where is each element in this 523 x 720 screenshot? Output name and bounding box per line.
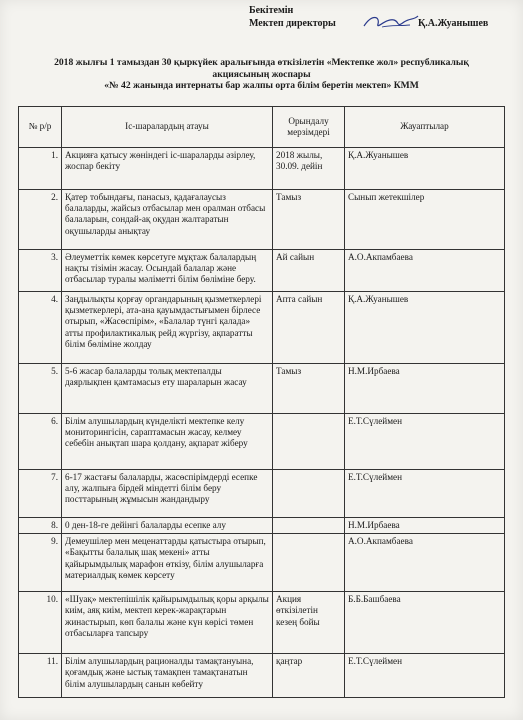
table-row (19, 364, 505, 414)
document-title (20, 57, 503, 92)
row-num: 6. (19, 414, 62, 470)
table-header-row (19, 107, 505, 148)
row-event: 0 ден-18-ге дейінгі балаларды есепке алу (62, 518, 273, 534)
header-num: № р/р (19, 107, 62, 148)
row-responsible: Е.Т.Сүлеймен (345, 470, 505, 518)
header-responsible: Жауаптылар (345, 107, 505, 148)
row-num: 10. (19, 592, 62, 654)
title-line2: акциясының жоспары (212, 68, 311, 80)
table-row (19, 414, 505, 470)
row-event: Акцияға қатысу жөніндегі іс-шараларды әзірлеу, жоспар бекіту (62, 148, 273, 190)
header-event: Іс-шаралардың атауы (62, 107, 273, 148)
director-name: Қ.А.Жуанышев (418, 18, 489, 29)
row-num: 7. (19, 470, 62, 518)
row-event: Әлеуметтік көмек көрсетуге мұқтаж балалардың нақты тізімін жасау. Осындай балалар және отбасылар туралы мәліметті білім бөліміне беру. (62, 250, 273, 292)
row-responsible: Е.Т.Сүлеймен (345, 654, 505, 698)
row-responsible: Сынып жетекшілер (345, 190, 505, 250)
row-event: 5-6 жасар балаларды толық мектепалды даярлықпен қамтамасыз ету шараларын жасау (62, 364, 273, 414)
row-deadline: Тамыз (273, 190, 345, 250)
row-num: 8. (19, 518, 62, 534)
approval-block (249, 4, 489, 30)
row-event: «Шуақ» мектепішілік қайырымдылық қоры арқылы киім, аяқ киім, мектеп керек-жарақтарын жинастырып, көп балалы және күн көрісі төмен отбасыларға тапсыру (62, 592, 273, 654)
row-event: Білім алушылардың рационалды тамақтануына, қоғамдық және ыстық тамақпен тамақтанатын білім алушылардың санын көбейту (62, 654, 273, 698)
table-row (19, 518, 505, 534)
table-row (19, 148, 505, 190)
row-num: 4. (19, 292, 62, 364)
row-event: Қатер тобындағы, панасыз, қадағалаусыз балаларды, жайсыз отбасылар мен оралман отбасы балаларын, сондай-ақ оқудан жалтаратын оқушыларды анықтау (62, 190, 273, 250)
row-responsible: Қ.А.Жуанышев (345, 148, 505, 190)
table-row (19, 592, 505, 654)
table-row (19, 250, 505, 292)
row-responsible: А.О.Акпамбаева (345, 250, 505, 292)
row-deadline: 2018 жылы, 30.09. дейін (273, 148, 345, 190)
row-num: 3. (19, 250, 62, 292)
table-row (19, 470, 505, 518)
title-line3: «№ 42 жанында интернаты бар жалпы орта білім беретін мектеп» КММ (104, 80, 419, 91)
row-deadline (273, 518, 345, 534)
row-event: 6-17 жастағы балаларды, жасөспірімдерді есепке алу, жалпыға бірдей міндетті білім беру посттарының жұмысын жандандыру (62, 470, 273, 518)
table-row (19, 654, 505, 698)
row-num: 2. (19, 190, 62, 250)
row-responsible: Е.Т.Сүлеймен (345, 414, 505, 470)
row-deadline: Ай сайын (273, 250, 345, 292)
row-deadline: Тамыз (273, 364, 345, 414)
row-responsible: Қ.А.Жуанышев (345, 292, 505, 364)
row-num: 9. (19, 534, 62, 592)
row-responsible: Н.М.Ирбаева (345, 364, 505, 414)
row-num: 1. (19, 148, 62, 190)
row-deadline: қаңтар (273, 654, 345, 698)
row-deadline (273, 414, 345, 470)
header-deadline: Орындалу мерзімдері (273, 107, 345, 148)
plan-table (18, 106, 505, 698)
title-line1: 2018 жылғы 1 тамыздан 30 қыркүйек аралығында өткізілетін «Мектепке жол» республикалық (54, 57, 469, 68)
approval-line2: Мектеп директоры (249, 18, 336, 29)
row-num: 5. (19, 364, 62, 414)
row-event: Демеушілер мен меценаттарды қатыстыра отырып, «Бақытты балалық шақ мекені» атты қайырымдылық марафон өткізу, білім алушыларға материалдық көмек көрсету (62, 534, 273, 592)
row-deadline: Апта сайын (273, 292, 345, 364)
row-deadline: Акция өткізілетін кезең бойы (273, 592, 345, 654)
row-deadline (273, 470, 345, 518)
row-event: Заңдылықты қорғау органдарының қызметкерлері қызметкерлері, ата-ана қауымдастығымен бірлесе отырып, «Жасөспірім», «Балалар түнгі қалада» атты профилактикалық рейд жүргізу, ақпаратты білім бөліміне жолдау (62, 292, 273, 364)
row-responsible: А.О.Акпамбаева (345, 534, 505, 592)
approval-line1: Бекітемін (249, 5, 294, 16)
table-row (19, 292, 505, 364)
table-row (19, 534, 505, 592)
row-responsible: Н.М.Ирбаева (345, 518, 505, 534)
row-event: Білім алушылардың күнделікті мектепке келу мониторингісін, сараптамасын жасау, келмеу себебін анықтап шара қолдану, ақпарат жіберу (62, 414, 273, 470)
row-responsible: Б.Б.Башбаева (345, 592, 505, 654)
row-deadline (273, 534, 345, 592)
table-row (19, 190, 505, 250)
row-num: 11. (19, 654, 62, 698)
signature-mark (360, 10, 420, 32)
